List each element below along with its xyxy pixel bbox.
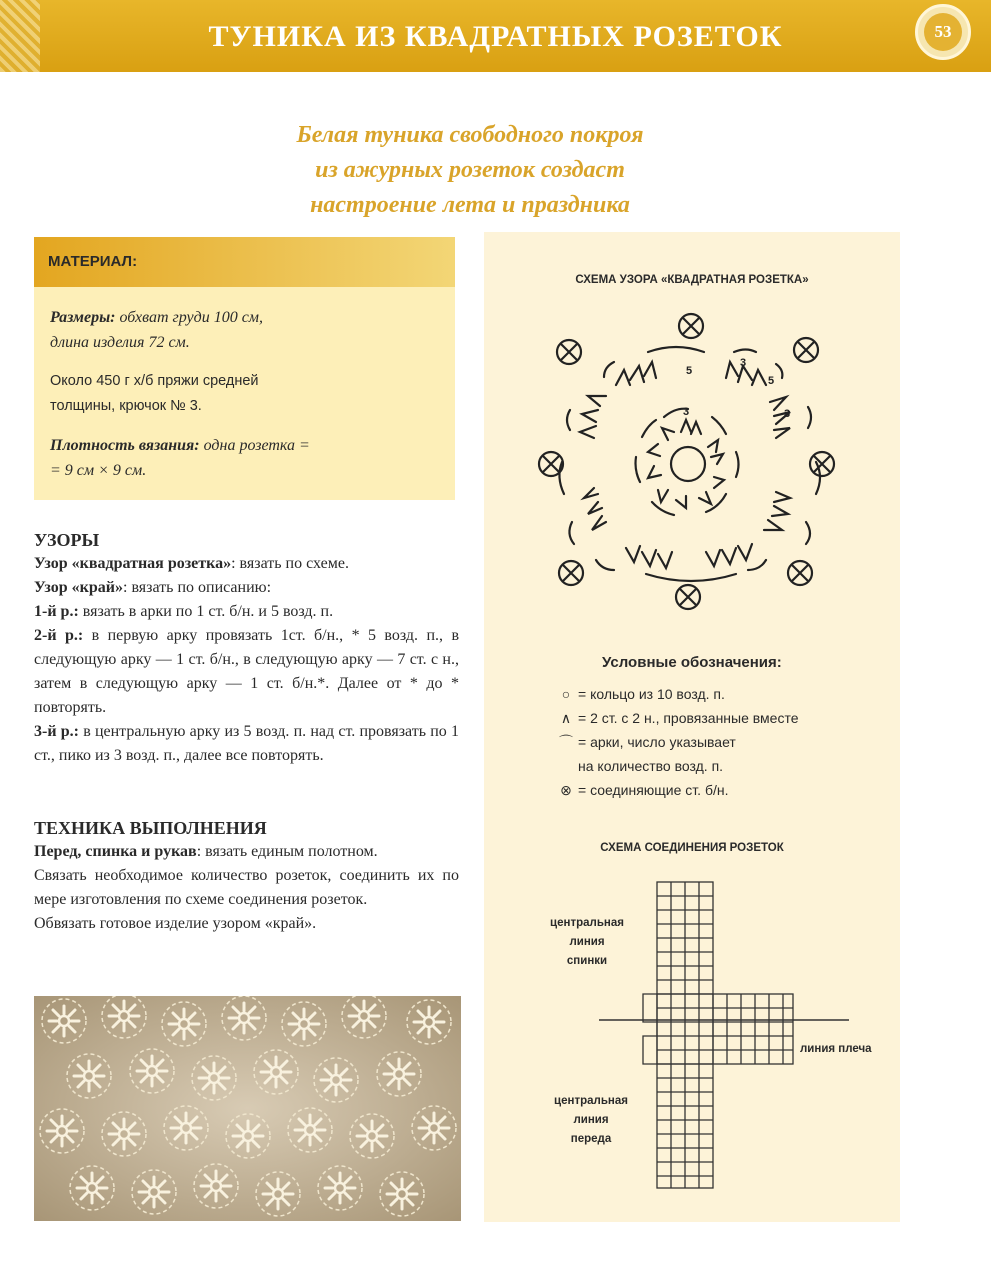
legend-row [554, 682, 799, 706]
subtitle-line-2: из ажурных розеток создаст [315, 157, 625, 183]
density-label: Плотность вязания: [50, 437, 200, 454]
legend-row [554, 754, 799, 778]
sizes-text-2: длина изделия 72 см. [50, 334, 190, 351]
legend-text: на количество возд. п. [578, 758, 724, 774]
front-label-line-3: переда [570, 1133, 612, 1145]
arc-icon: ⌒ [559, 734, 573, 750]
legend-row [554, 730, 799, 754]
sizes-label: Размеры: [50, 309, 116, 326]
legend-row [554, 706, 799, 730]
page-number-badge [915, 4, 971, 60]
technique-2: Связать необходимое количество розеток, соединить их по мере изготовления по схеме соединения розеток. [34, 867, 459, 908]
technique-3: Обвязать готовое изделие узором «край». [34, 915, 317, 932]
legend-text: = кольцо из 10 возд. п. [578, 686, 725, 702]
row-1-text: вязать в арки по 1 ст. б/н. и 5 возд. п. [78, 603, 334, 620]
legend-text: = арки, число указывает [578, 734, 736, 750]
page-number: 53 [924, 13, 962, 51]
arc-label-3b: 3 [683, 406, 690, 418]
legend-text: = 2 ст. с 2 н., провязанные вместе [578, 710, 799, 726]
technique-1-label: Перед, спинка и рукав [34, 843, 197, 860]
density-text-2: = 9 см × 9 см. [50, 462, 147, 479]
density-text: одна розетка = [203, 437, 310, 454]
ring-icon: ○ [561, 686, 571, 702]
legend-text: = соединяющие ст. б/н. [578, 782, 729, 798]
back-label-line-2: линия [569, 936, 605, 948]
subtitle-line-1: Белая туника свободного покроя [296, 122, 644, 148]
legend-sym-empty [554, 754, 578, 778]
material-heading: МАТЕРИАЛ: [34, 237, 455, 287]
shoulder-line-label: линия плеча [800, 1043, 872, 1055]
page-title: ТУНИКА ИЗ КВАДРАТНЫХ РОЗЕТОК [208, 20, 783, 53]
arc-label-3c: 3 [784, 408, 791, 420]
back-center-label [542, 914, 632, 971]
sizes-text: обхват груди 100 см, [119, 309, 263, 326]
technique-1-text: : вязать единым полотном. [196, 843, 378, 860]
subtitle [200, 118, 740, 223]
pattern-2-text: : вязать по описанию: [123, 579, 272, 596]
back-label-line-1: центральная [550, 917, 624, 929]
arc-label-5: 5 [686, 365, 693, 377]
pattern-1-text: : вязать по схеме. [231, 555, 349, 572]
row-3 [34, 720, 459, 768]
yarn-line-1: Около 450 г х/б пряжи средней [50, 373, 259, 389]
front-label-line-1: центральная [554, 1095, 628, 1107]
row-3-text: в центральную арку из 5 возд. п. над ст. провязать по 1 ст., пико из 3 возд. п., далее все повторять. [34, 723, 459, 764]
technique-1 [34, 840, 459, 864]
legend-row [554, 778, 799, 802]
pattern-1-label: Узор «квадратная розетка» [34, 555, 232, 572]
patterns-section [34, 528, 459, 768]
yarn-paragraph [50, 369, 439, 419]
diagram-panel [484, 232, 900, 1222]
arc-label-5b: 5 [768, 375, 775, 387]
lace-photo-illustration [34, 996, 461, 1221]
row-1-label: 1-й р.: [34, 603, 79, 620]
yarn-line-2: толщины, крючок № 3. [50, 398, 202, 414]
sizes-paragraph [50, 305, 439, 355]
pattern-2-label: Узор «край» [34, 579, 123, 596]
density-paragraph [50, 433, 439, 483]
legend [554, 682, 799, 802]
join-scheme-title: СХЕМА СОЕДИНЕНИЯ РОЗЕТОК [600, 842, 784, 854]
row-2-text: в первую арку провязать 1ст. б/н., * 5 возд. п., в следующую арку — 1 ст. б/н., в следующую арку — 7 ст. с н., затем в следующую арку — 1 ст. б/н.*. Далее от * до * повторять. [34, 627, 459, 716]
row-2 [34, 624, 459, 720]
front-center-label [546, 1092, 636, 1149]
double-crochet-together-icon: ∧ [560, 710, 572, 726]
patterns-heading: УЗОРЫ [34, 530, 100, 550]
lace-photo [34, 996, 461, 1221]
pattern-2 [34, 576, 459, 600]
header-band [0, 0, 991, 72]
row-3-label: 3-й р.: [34, 723, 79, 740]
rosette-scheme [536, 312, 846, 612]
back-label-line-3: спинки [566, 955, 608, 967]
arc-label-3: 3 [740, 357, 747, 369]
join-stitch-icon: ⊗ [560, 782, 572, 798]
subtitle-line-3: настроение лета и праздника [310, 192, 630, 218]
row-1 [34, 600, 459, 624]
front-label-line-2: линия [573, 1114, 609, 1126]
technique-section [34, 816, 459, 936]
legend-title: Условные обозначения: [602, 654, 782, 671]
row-2-label: 2-й р.: [34, 627, 84, 644]
ring-symbol [671, 447, 705, 481]
material-box [34, 237, 455, 500]
technique-heading: ТЕХНИКА ВЫПОЛНЕНИЯ [34, 818, 267, 838]
pattern-1 [34, 552, 459, 576]
scheme-title: СХЕМА УЗОРА «КВАДРАТНАЯ РОЗЕТКА» [575, 274, 809, 286]
